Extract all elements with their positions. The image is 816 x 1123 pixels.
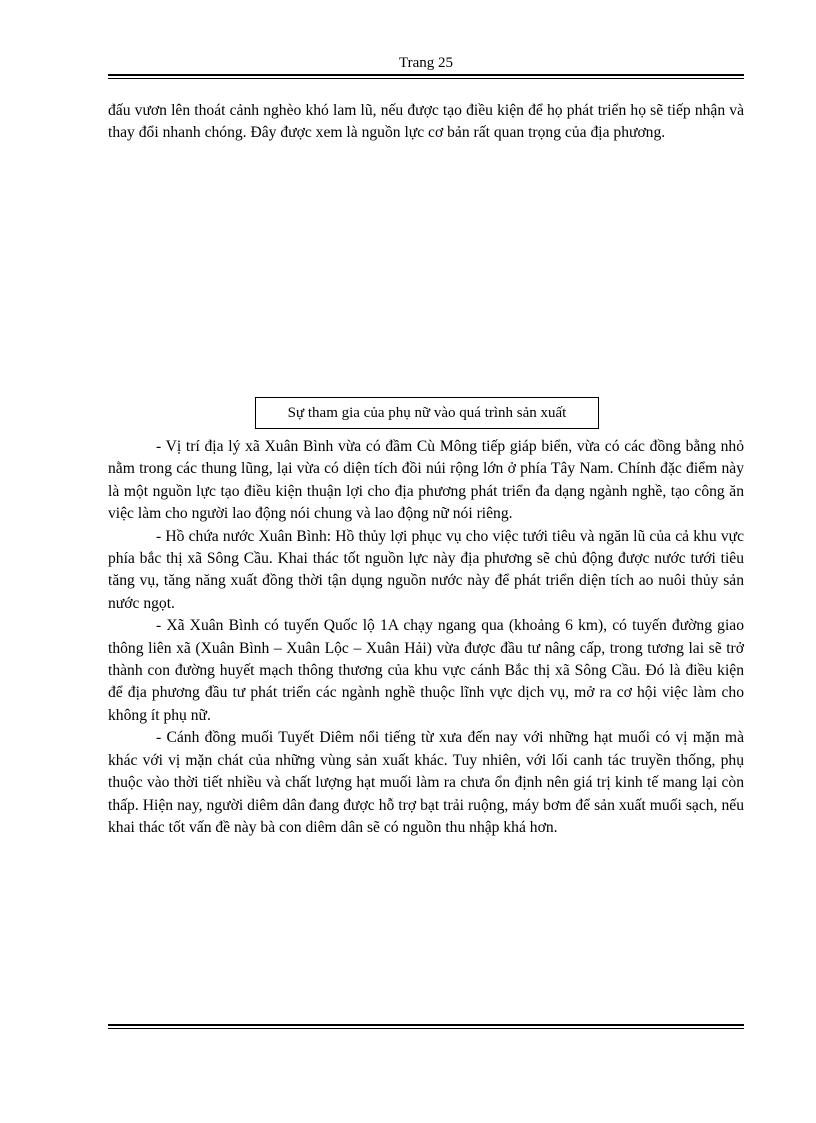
page-number-header: Trang 25 bbox=[398, 55, 454, 71]
header-divider bbox=[108, 74, 744, 79]
section-body bbox=[108, 436, 744, 839]
footer-divider bbox=[108, 1024, 744, 1029]
body-paragraph-highway: - Xã Xuân Bình có tuyến Quốc lộ 1A chạy ngang qua (khoảng 6 km), có tuyến đường giao thông liên xã (Xuân Bình – Xuân Lộc – Xuân Hải) vừa được đầu tư nâng cấp, trong tương lai sẽ trở thành con đường huyết mạch thông thương của khu vực cánh Bắc thị xã Sông Cầu. Đó là điều kiện để địa phương đầu tư phát triển các ngành nghề thuộc lĩnh vực dịch vụ, mở ra cơ hội việc làm cho không ít phụ nữ. bbox=[108, 617, 744, 724]
body-paragraph-location: - Vị trí địa lý xã Xuân Bình vừa có đầm Cù Mông tiếp giáp biển, vừa có các đồng bằng nhỏ nằm trong các thung lũng, lại vừa có diện tích đồi núi rộng lớn ở phía Tây Nam. Chính đặc điểm này là một nguồn lực tạo điều kiện thuận lợi cho địa phương phát triển đa dạng ngành nghề, tạo công ăn việc làm cho người lao động nói chung và lao động nữ nói riêng. bbox=[108, 438, 744, 523]
body-paragraph-salt-field: - Cánh đồng muối Tuyết Diêm nổi tiếng từ xưa đến nay với những hạt muối có vị mặn mà khác với vị mặn chát của những vùng sản xuất khác. Tuy nhiên, với lối canh tác truyền thống, phụ thuộc vào thời tiết nhiều và chất lượng hạt muối làm ra chưa ổn định nên giá trị kinh tế mang lại còn thấp. Hiện nay, người diêm dân đang được hỗ trợ bạt trải ruộng, máy bơm để sản xuất muối sạch, nếu khai thác tốt vấn đề này bà con diêm dân sẽ có nguồn thu nhập khá hơn. bbox=[108, 729, 744, 836]
body-paragraph-reservoir: - Hồ chứa nước Xuân Bình: Hồ thủy lợi phục vụ cho việc tưới tiêu và ngăn lũ của cả khu vực phía bắc thị xã Sông Cầu. Khai thác tốt nguồn lực này địa phương sẽ chủ động được nước tưới tiêu tăng vụ, tăng năng xuất đồng thời tận dụng nguồn nước này để phát triển diện tích ao nuôi thủy sản nước ngọt. bbox=[108, 527, 744, 612]
intro-paragraph: đấu vươn lên thoát cảnh nghèo khó lam lũ, nếu được tạo điều kiện để họ phát triển họ sẽ tiếp nhận và thay đổi nhanh chóng. Đây được xem là nguồn lực cơ bản rất quan trọng của địa phương. bbox=[108, 102, 744, 142]
section-heading-box: Sự tham gia của phụ nữ vào quá trình sản xuất bbox=[255, 397, 599, 429]
